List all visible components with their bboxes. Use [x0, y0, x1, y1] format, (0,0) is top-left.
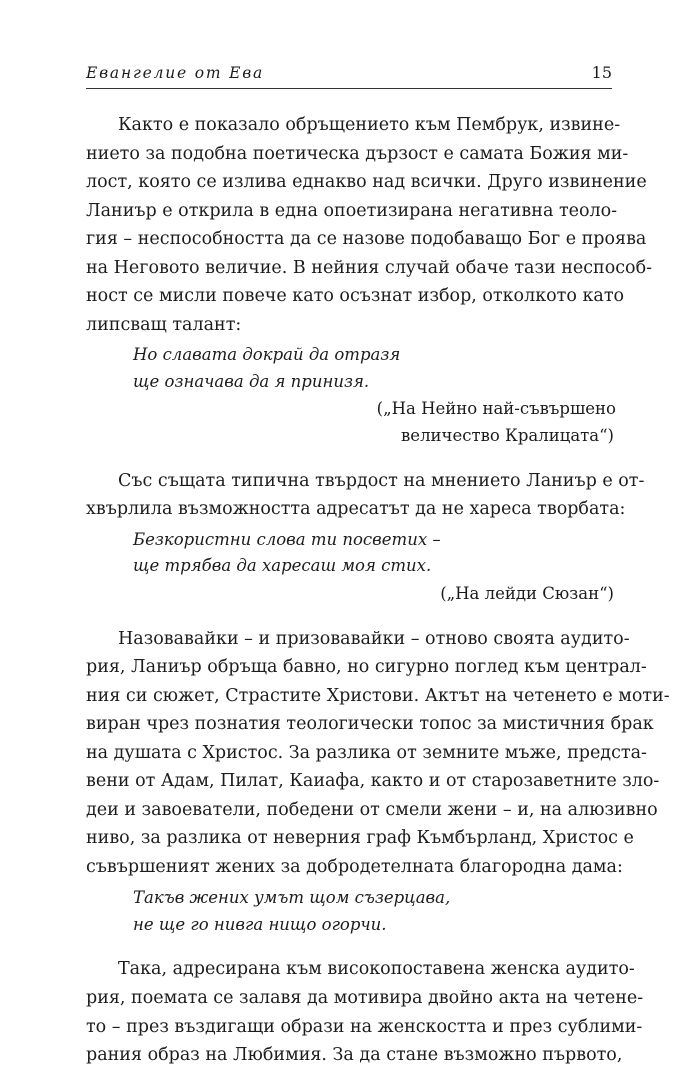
text-line: липсващ талант: [86, 314, 242, 335]
text-line: ниво, за разлика от неверния граф Къмбърланд, Христос е [86, 828, 634, 849]
text-line: то – през въздигащи образи на женскостта и през сублими- [86, 1016, 643, 1037]
quote-attribution: („На Нейно най-съвършено [376, 399, 616, 419]
text-line: ния си сюжет, Страстите Христови. Актът на четенето е моти- [86, 685, 670, 706]
page-number: 15 [591, 63, 612, 82]
text-line: Назовавайки – и призовавайки – отново своята аудито- [118, 628, 630, 649]
text-line: Така, адресирана към високопоставена женска аудито- [118, 959, 635, 980]
text-line: рания образ на Любимия. За да стане възможно първото, [86, 1045, 623, 1065]
quote-attribution: („На лейди Сюзан“) [440, 583, 614, 603]
text-line: ност се мисли повече като осъзнат избор, отколкото като [86, 286, 625, 307]
quote-attribution: величество Кралицата“) [401, 426, 614, 445]
text-line: съвършеният жених за добродетелната благородна дама: [86, 856, 623, 877]
text-line: лост, която се излива еднакво над всички. Друго извинение [86, 172, 647, 193]
text-line: деи и завоеватели, победени от смели жени – и, на алюзивно [86, 799, 658, 820]
text-line: Със същата типична твърдост на мнението Ланиър е от- [118, 470, 645, 491]
verse-line: Такъв жених умът щом съзерцава, [133, 888, 451, 908]
verse-line: Безкористни слова ти посветих – [133, 529, 441, 549]
running-header [86, 63, 612, 85]
text-line: Ланиър е открила в една опоетизирана негативна теоло- [86, 200, 618, 221]
header-rule [86, 88, 612, 89]
text-line: гия – неспособността да се назове подобаващо Бог е проява [86, 229, 647, 250]
text-line: рия, поемата се залавя да мотивира двойно акта на четене- [86, 987, 644, 1008]
text-line: вени от Адам, Пилат, Каиафа, както и от старозаветните зло- [86, 771, 660, 792]
running-title: Евангелие от Ева [86, 64, 265, 82]
text-line: нието за подобна поетическа дързост е самата Божия ми- [86, 143, 629, 164]
verse-line: ще означава да я принизя. [133, 371, 370, 391]
verse-line: ще трябва да харесаш моя стих. [133, 556, 432, 576]
verse-line: не ще го нивга нищо огорчи. [133, 914, 387, 934]
text-line: виран чрез познатия теологически топос за мистичния брак [86, 714, 654, 735]
text-line: Както е показало обръщението към Пембрук, извине- [118, 115, 621, 135]
verse-line: Но славата докрай да отразя [133, 345, 401, 365]
text-line: рия, Ланиър обръща бавно, но сигурно поглед към централ- [86, 657, 647, 677]
text-line: на Неговото величие. В нейния случай обаче тази неспособ- [86, 257, 653, 278]
text-line: на душата с Христос. За разлика от земните мъже, предста- [86, 742, 647, 763]
text-line: хвърлила възможността адресатът да не хареса творбата: [86, 499, 626, 520]
